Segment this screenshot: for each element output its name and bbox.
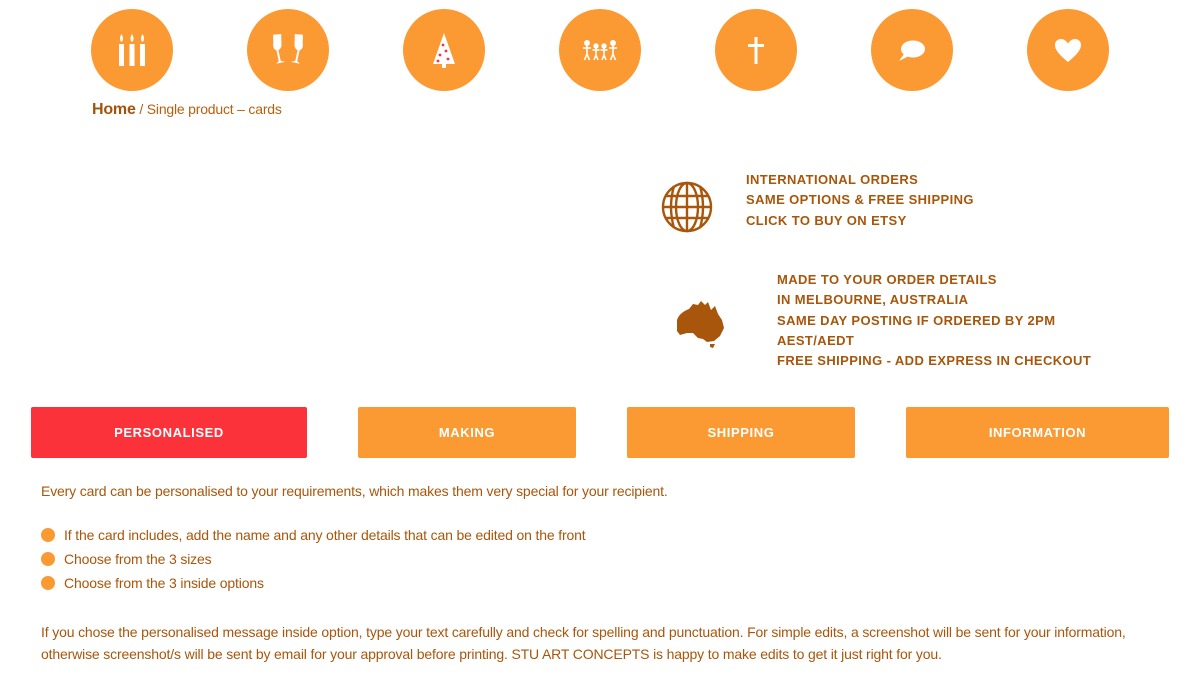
category-birthday-button[interactable] — [91, 9, 173, 91]
breadcrumb — [92, 101, 282, 119]
bullet-dot-icon — [41, 528, 55, 542]
christmas-tree-icon — [424, 30, 464, 70]
australia-line: SAME DAY POSTING IF ORDERED BY 2PM — [777, 312, 1056, 328]
category-sympathy-button[interactable] — [715, 9, 797, 91]
globe-icon[interactable] — [660, 180, 714, 239]
australia-map-icon — [674, 298, 726, 353]
personalised-bullet-list — [41, 526, 1171, 598]
cross-icon — [736, 30, 776, 70]
tab-personalised[interactable]: PERSONALISED — [31, 407, 307, 458]
category-family-button[interactable] — [559, 9, 641, 91]
tab-information[interactable]: INFORMATION — [906, 407, 1169, 458]
list-item — [41, 574, 1171, 598]
australia-info — [777, 270, 1091, 371]
international-line: SAME OPTIONS & FREE SHIPPING — [746, 192, 974, 208]
champagne-glasses-icon — [268, 30, 308, 70]
bullet-text: Choose from the 3 sizes — [64, 551, 212, 567]
family-icon — [580, 30, 620, 70]
speech-bubble-icon — [892, 30, 932, 70]
category-celebration-button[interactable] — [247, 9, 329, 91]
personalised-intro: Every card can be personalised to your requirements, which makes them very special for your recipient. — [41, 483, 668, 499]
breadcrumb-home-link[interactable]: Home — [92, 101, 136, 118]
category-message-button[interactable] — [871, 9, 953, 91]
list-item — [41, 550, 1171, 574]
australia-line: IN MELBOURNE, AUSTRALIA — [777, 292, 969, 308]
category-nav — [0, 9, 1200, 93]
international-line: INTERNATIONAL ORDERS — [746, 172, 919, 187]
bullet-text: Choose from the 3 inside options — [64, 575, 264, 591]
heart-icon — [1048, 30, 1088, 70]
australia-line: FREE SHIPPING - ADD EXPRESS IN CHECKOUT — [777, 353, 1092, 369]
international-line: CLICK TO BUY ON ETSY — [746, 212, 907, 228]
breadcrumb-current: Single product – cards — [146, 101, 282, 117]
international-orders-link[interactable] — [746, 170, 974, 231]
breadcrumb-separator: / — [139, 101, 144, 117]
personalised-paragraph: If you chose the personalised message inside option, type your text carefully and check for spelling and punctuation. For simple edits, a screenshot will be sent for your information, otherwise screenshot/s will be sent by email for your approval before printing. STU ART CONCEPTS is happy to make edits to get it just right for you. — [41, 624, 1126, 662]
tab-making[interactable]: MAKING — [358, 407, 576, 458]
bullet-dot-icon — [41, 576, 55, 590]
australia-line: AEST/AEDT — [777, 332, 855, 348]
australia-line: MADE TO YOUR ORDER DETAILS — [777, 272, 997, 287]
category-love-button[interactable] — [1027, 9, 1109, 91]
bullet-text: If the card includes, add the name and any other details that can be edited on the front — [64, 527, 586, 543]
category-christmas-button[interactable] — [403, 9, 485, 91]
birthday-candles-icon — [112, 30, 152, 70]
list-item — [41, 526, 1171, 550]
tab-shipping[interactable]: SHIPPING — [627, 407, 855, 458]
bullet-dot-icon — [41, 552, 55, 566]
